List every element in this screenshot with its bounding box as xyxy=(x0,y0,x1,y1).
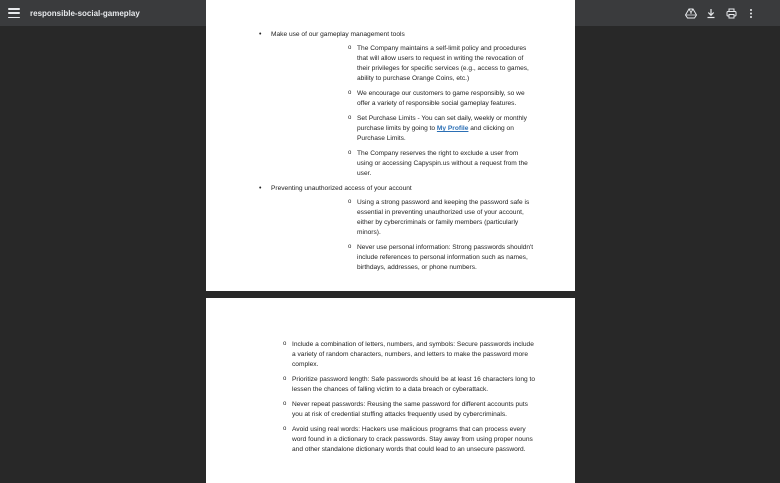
sub-list-item: o Never repeat passwords: Reusing the same password for different accounts puts you at risk of credential stuffing attacks frequently used by cybercriminals. xyxy=(206,400,575,420)
sub-list-text: and clicking on Purchase Limits. xyxy=(357,125,514,142)
pdf-page xyxy=(206,298,575,483)
sub-list-item: o Never use personal information: Strong passwords shouldn't include references to personal information such as names, birthdays, addresses, or phone numbers. xyxy=(271,243,575,273)
download-icon[interactable] xyxy=(704,6,718,20)
sub-list-item: o Prioritize password length: Safe passwords should be at least 16 characters long to lessen the chances of falling victim to a data breach or cyberattack. xyxy=(206,375,575,395)
sub-list-item: o Avoid using real words: Hackers use malicious programs that can process every word found in a dictionary to crack passwords. Stay away from using proper nouns and other standalone dictionary words that could lead to an unsecure password. xyxy=(206,425,575,455)
drive-icon[interactable] xyxy=(684,6,698,20)
print-icon[interactable] xyxy=(724,6,738,20)
sub-list xyxy=(271,198,575,273)
sub-list xyxy=(206,340,575,460)
bullet-list xyxy=(206,30,575,278)
document-title: responsible-social-gameplay xyxy=(30,8,140,18)
more-icon[interactable] xyxy=(744,6,758,20)
sub-list xyxy=(271,44,575,179)
toolbar-left xyxy=(8,0,140,26)
sub-list-text: Set Purchase Limits - You can set daily, weekly or monthly purchase limits by going to xyxy=(357,115,527,132)
sub-list-item: o We encourage our customers to game responsibly, so we offer a variety of responsible social gameplay features. xyxy=(271,89,575,109)
list-item xyxy=(206,30,575,179)
sub-list-item: o The Company maintains a self-limit policy and procedures that will allow users to request in writing the revocation of their privileges for specific services (e.g., access to games, ability to purchase Orange Coins, etc.) xyxy=(271,44,575,84)
my-profile-link[interactable]: My Profile xyxy=(436,125,469,132)
pdf-page xyxy=(206,0,575,291)
toolbar-right xyxy=(684,0,758,26)
bullet-text: • Preventing unauthorized access of your account xyxy=(271,185,412,192)
menu-icon[interactable] xyxy=(8,8,20,18)
sub-list-item: o The Company reserves the right to exclude a user from using or accessing Capyspin.us without a request from the user. xyxy=(271,149,575,179)
bullet-text: • Make use of our gameplay management tools xyxy=(271,31,405,38)
sub-list-item: o Include a combination of letters, numbers, and symbols: Secure passwords include a variety of random characters, numbers, and letters to make the password more complex. xyxy=(206,340,575,370)
list-item xyxy=(206,184,575,273)
sub-list-item xyxy=(271,114,575,144)
sub-list-item: o Using a strong password and keeping the password safe is essential in preventing unauthorized use of your account, either by cybercriminals or family members (particularly minors). xyxy=(271,198,575,238)
